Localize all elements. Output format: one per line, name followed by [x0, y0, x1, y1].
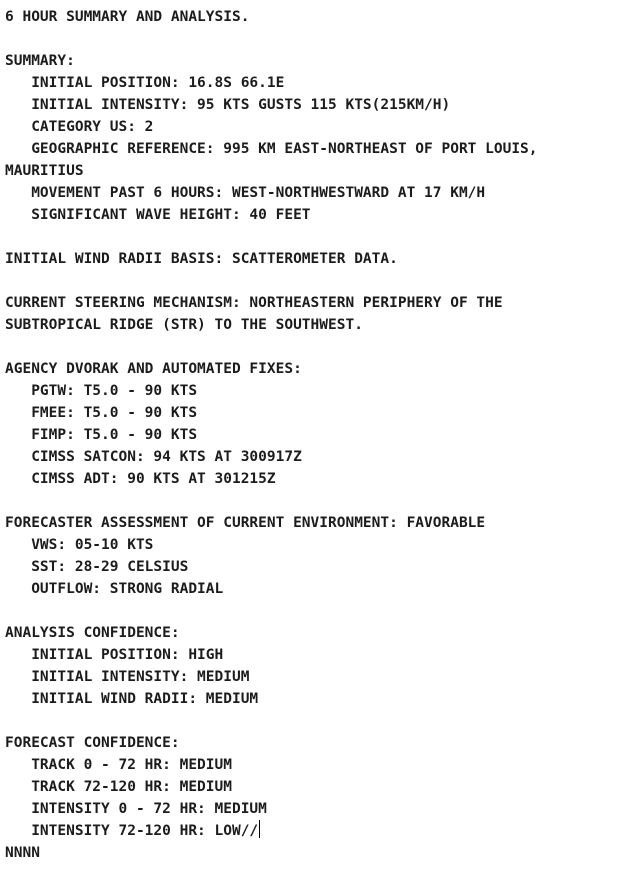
doc-line — [5, 226, 620, 248]
doc-line: SIGNIFICANT WAVE HEIGHT: 40 FEET — [5, 207, 311, 223]
doc-line: CIMSS ADT: 90 KTS AT 301215Z — [5, 471, 276, 487]
doc-line: INITIAL WIND RADII: MEDIUM — [5, 691, 259, 707]
doc-line — [5, 28, 620, 50]
doc-line — [5, 600, 620, 622]
text-document[interactable] — [5, 6, 620, 864]
doc-line: INITIAL INTENSITY: 95 KTS GUSTS 115 KTS(215KM/H) — [5, 97, 451, 113]
doc-line — [5, 336, 620, 358]
doc-line: SUBTROPICAL RIDGE (STR) TO THE SOUTHWEST. — [5, 317, 363, 333]
doc-line: MOVEMENT PAST 6 HOURS: WEST-NORTHWESTWARD AT 17 KM/H — [5, 185, 486, 201]
doc-line: INTENSITY 0 - 72 HR: MEDIUM — [5, 801, 267, 817]
doc-line: FIMP: T5.0 - 90 KTS — [5, 427, 198, 443]
doc-line: MAURITIUS — [5, 163, 84, 179]
doc-line: INITIAL POSITION: 16.8S 66.1E — [5, 75, 285, 91]
doc-line: FMEE: T5.0 - 90 KTS — [5, 405, 198, 421]
doc-line: OUTFLOW: STRONG RADIAL — [5, 581, 224, 597]
doc-line: ANALYSIS CONFIDENCE: — [5, 625, 180, 641]
doc-line: TRACK 72-120 HR: MEDIUM — [5, 779, 232, 795]
doc-line: INITIAL INTENSITY: MEDIUM — [5, 669, 250, 685]
doc-line: INITIAL POSITION: HIGH — [5, 647, 224, 663]
doc-line: PGTW: T5.0 - 90 KTS — [5, 383, 198, 399]
doc-line: GEOGRAPHIC REFERENCE: 995 KM EAST-NORTHEAST OF PORT LOUIS, — [5, 141, 538, 157]
doc-line: CATEGORY US: 2 — [5, 119, 154, 135]
doc-line-text: INTENSITY 72-120 HR: LOW// — [5, 823, 259, 839]
doc-line — [5, 710, 620, 732]
doc-line: VWS: 05-10 KTS — [5, 537, 154, 553]
doc-line: SUMMARY: — [5, 53, 75, 69]
doc-line — [5, 270, 620, 292]
doc-line-with-cursor — [5, 820, 620, 842]
doc-line — [5, 490, 620, 512]
doc-line: 6 HOUR SUMMARY AND ANALYSIS. — [5, 9, 250, 25]
doc-line: TRACK 0 - 72 HR: MEDIUM — [5, 757, 232, 773]
doc-line: CURRENT STEERING MECHANISM: NORTHEASTERN PERIPHERY OF THE — [5, 295, 503, 311]
doc-line: INITIAL WIND RADII BASIS: SCATTEROMETER DATA. — [5, 251, 398, 267]
doc-line: AGENCY DVORAK AND AUTOMATED FIXES: — [5, 361, 302, 377]
doc-line: SST: 28-29 CELSIUS — [5, 559, 189, 575]
doc-line: NNNN — [5, 845, 40, 861]
doc-line: FORECASTER ASSESSMENT OF CURRENT ENVIRONMENT: FAVORABLE — [5, 515, 486, 531]
doc-line: FORECAST CONFIDENCE: — [5, 735, 180, 751]
doc-line: CIMSS SATCON: 94 KTS AT 300917Z — [5, 449, 302, 465]
text-cursor — [259, 820, 260, 838]
